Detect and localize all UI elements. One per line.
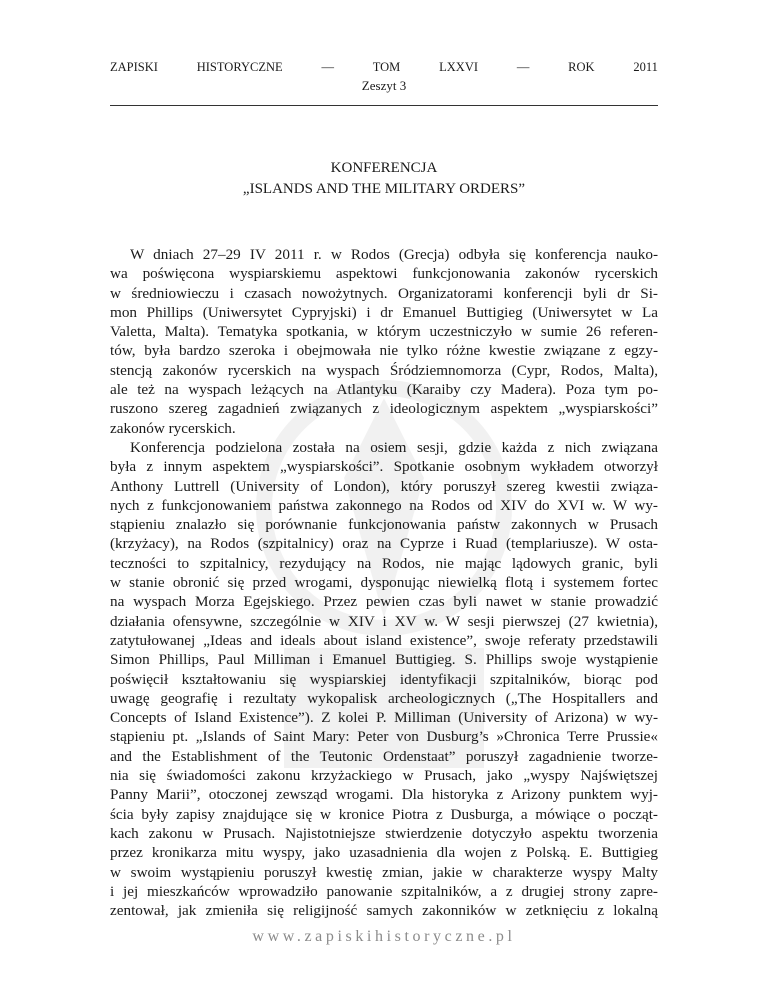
title-line: KONFERENCJA — [330, 160, 438, 176]
text-line: tów, była bardzo szeroka i obejmowała nie tylko różne kwestie związane z egzy- — [110, 342, 658, 360]
running-title-word: HISTORYCZNE — [196, 60, 283, 74]
text-line: Konferencja podzielona została na osiem sesji, gdzie każda z nich związana — [130, 438, 658, 456]
text-line: zatytułowanej „Ideas and ideals about island existence”, swoje referaty przedstawili — [110, 631, 658, 649]
text-line: zentował, jak zmieniła się religijność samych zakonników w zetknięciu z lokalną — [110, 902, 658, 920]
text-line: Valetta, Malta). Tematyka spotkania, w którym uczestniczyło w sumie 26 referen- — [110, 323, 658, 341]
running-header — [110, 60, 658, 94]
text-line: stąpieniu pt. „Islands of Saint Mary: Peter von Dusburg’s »Chronica Terre Prussie« — [110, 728, 658, 746]
text-line: Anthony Luttrell (University of London), który poruszył szereg kwestii związa- — [110, 477, 658, 495]
text-line: zakonów rycerskich. — [110, 419, 236, 437]
running-title-word: 2011 — [633, 60, 658, 74]
text-line: (krzyżacy), na Rodos (szpitalnicy) oraz na Cyprze i Ruad (templariusze). W osta- — [110, 535, 658, 553]
text-line: wa poświęcona wyspiarskiemu aspektowi funkcjonowania zakonów rycerskich — [110, 265, 658, 283]
running-title-word: — — [321, 60, 334, 74]
running-title-word: — — [516, 60, 530, 74]
text-line: działania ofensywne, szczególnie w XIV i XV w. W sesji pierwszej (27 kwietnia), — [110, 612, 658, 630]
text-line: poświęcił kształtowaniu się wyspiarskiej identyfikacji szpitalników, biorąc pod — [110, 670, 658, 688]
running-title-word: ROK — [568, 60, 595, 74]
text-line: Simon Phillips, Paul Milliman i Emanuel Buttigieg. S. Phillips swoje wystąpienie — [110, 651, 658, 669]
text-line: była z innym aspektem „wyspiarskości”. Spotkanie osobnym wykładem otworzył — [110, 458, 658, 476]
running-title-word: ZAPISKI — [110, 60, 158, 74]
website-link[interactable]: www.zapiskihistoryczne.pl — [252, 928, 516, 945]
text-line: nych z funkcjonowaniem państwa zakonnego na Rodos od XIV do XVI w. W wy- — [110, 496, 658, 514]
text-line: przez kronikarza mitu wyspy, jako uzasadnienia dla wojen z Polską. E. Buttigieg — [110, 844, 658, 862]
article-title — [110, 158, 658, 200]
text-line: and the Establishment of the Teutonic Ordenstaat” poruszył zagadnienie tworze- — [110, 747, 658, 765]
text-line: i jej mieszkańców wprowadziło panowanie szpitalników, a z drugiej strony zapre- — [110, 882, 658, 900]
title-line: „ISLANDS AND THE MILITARY ORDERS” — [242, 181, 526, 197]
text-line: w swoim wystąpieniu poruszył kwestię zmian, jakie w charakterze wyspy Malty — [110, 863, 658, 881]
text-line: teczności to szpitalnicy, rezydujący na Rodos, nie mając lądowych granic, byli — [110, 554, 658, 572]
header-divider — [110, 105, 658, 106]
text-line: na wyspach Morza Egejskiego. Przez pewien czas byli nawet w stanie prowadzić — [110, 593, 658, 611]
text-line: uwagę geografię i rezultaty wykopalisk archeologicznych („The Hospitallers and — [110, 689, 658, 707]
text-line: W dniach 27–29 IV 2011 r. w Rodos (Grecja) odbyła się konferencja nauko- — [130, 246, 658, 263]
text-line: w średniowieczu i czasach nowożytnych. Organizatorami konferencji byli dr Si- — [110, 284, 658, 302]
article-body — [110, 245, 658, 920]
paragraph-1 — [110, 245, 658, 438]
running-title-word: LXXVI — [439, 60, 479, 74]
text-line: Panny Marii”, otoczonej zewsząd wrogami. Dla historyka z Arizony punktem wyj- — [110, 786, 658, 804]
text-line: ale też na wyspach leżących na Atlantyku (Karaiby czy Madera). Poza tym po- — [110, 381, 658, 399]
text-line: stencją zakonów rycerskich na wyspach Śródziemnomorza (Cypr, Rodos, Malta), — [110, 361, 658, 379]
text-line: ruszono szereg zagadnień związanych z ideologicznym aspektem „wyspiarskości” — [110, 400, 658, 418]
text-line: mon Phillips (Uniwersytet Cypryjski) i dr Emanuel Buttigieg (Uniwersytet w La — [110, 303, 658, 321]
text-line: kach zakonu w Prusach. Najistotniejsze stwierdzenie dotyczyło aspektu tworzenia — [110, 824, 658, 842]
text-line: Concepts of Island Existence”). Z kolei P. Milliman (University of Arizona) w wy- — [110, 709, 658, 727]
paragraph-2 — [110, 438, 658, 920]
running-title — [110, 60, 658, 75]
text-line: ścia były zapisy znajdujące się w kronice Piotra z Dusburga, a mówiące o począt- — [110, 805, 658, 823]
text-line: stąpieniu znalazło się porównanie funkcjonowania państw zakonnych w Prusach — [110, 516, 658, 534]
issue-label: Zeszyt 3 — [361, 78, 407, 93]
running-title-word: TOM — [372, 60, 401, 74]
text-line: nia się świadomości zakonu krzyżackiego w Prusach, jako „wyspy Najświętszej — [110, 767, 658, 785]
text-line: w stanie obronić się przed wrogami, dysponując niewielką flotą i systemem fortec — [110, 574, 658, 592]
